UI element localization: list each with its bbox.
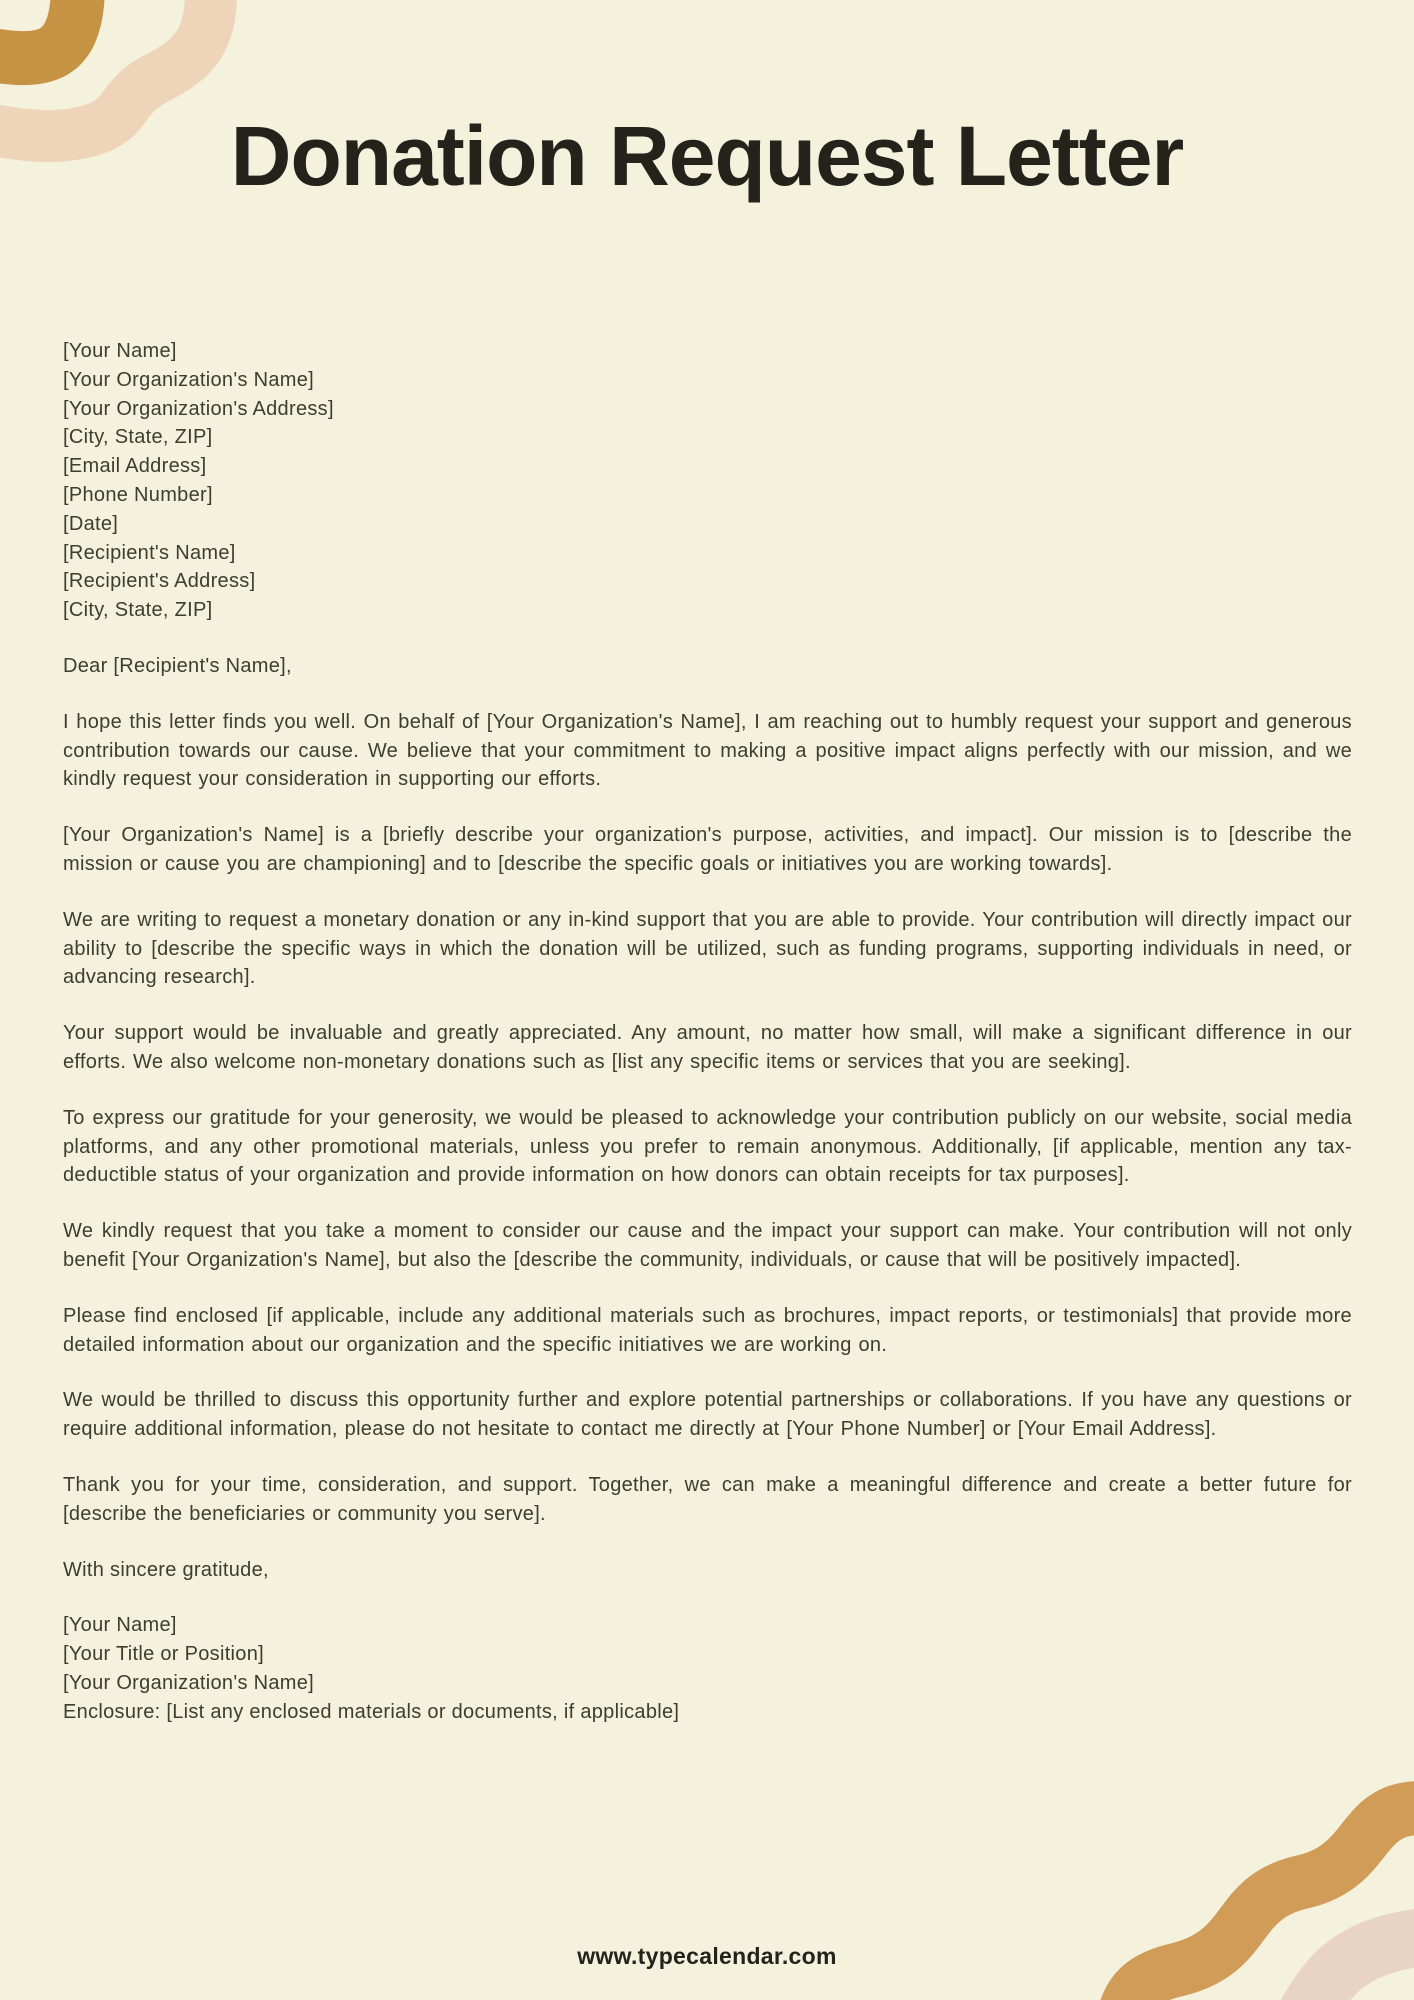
signature-line: [Your Title or Position]	[63, 1643, 265, 1666]
signature-block	[63, 1611, 1352, 1726]
letter-paragraph: Thank you for your time, consideration, and support. Together, we can make a meaningful difference and create a better future for [describe the beneficiaries or community you serve].	[63, 1473, 1352, 1525]
address-line: [Recipient's Name]	[63, 541, 236, 564]
address-line: [Your Organization's Name]	[63, 368, 315, 391]
footer-website: www.typecalendar.com	[577, 1943, 837, 1969]
address-line: [Recipient's Address]	[63, 570, 256, 593]
address-line: [Phone Number]	[63, 483, 213, 506]
address-line: [Your Organization's Address]	[63, 397, 334, 420]
address-line: [Email Address]	[63, 455, 207, 478]
address-line: [Date]	[63, 512, 119, 535]
address-line: [City, State, ZIP]	[63, 426, 213, 449]
sender-recipient-block	[63, 337, 1352, 625]
letter-paragraph: Please find enclosed [if applicable, include any additional materials such as brochures, impact reports, or testimonials] that provide more detailed information about our organization and the specific initiatives we are working on.	[63, 1304, 1352, 1356]
wave-camel-top-left	[0, 0, 78, 58]
letter-paragraph: To express our gratitude for your generosity, we would be pleased to acknowledge your contribution publicly on our website, social media platforms, and any other promotional materials, unless you prefer to remain anonymous. Additionally, [if applicable, mention any tax-deductible status of your organization and provide information on how donors can obtain receipts for tax purposes].	[63, 1106, 1352, 1187]
closing-line: With sincere gratitude,	[63, 1558, 269, 1581]
letter-paragraph: I hope this letter finds you well. On behalf of [Your Organization's Name], I am reaching out to humbly request your support and generous contribution towards our cause. We believe that your commitment to making a positive impact aligns perfectly with our mission, and we kindly request your consideration in supporting our efforts.	[63, 710, 1352, 791]
signature-line: [Your Organization's Name]	[63, 1671, 315, 1694]
address-line: [City, State, ZIP]	[63, 599, 213, 622]
address-line: [Your Name]	[63, 340, 177, 362]
enclosure-line: Enclosure: [List any enclosed materials or documents, if applicable]	[63, 1700, 680, 1723]
letter-paragraph: Your support would be invaluable and greatly appreciated. Any amount, no matter how small, will make a significant difference in our efforts. We also welcome non-monetary donations such as [list any specific items or services that you are seeking].	[63, 1022, 1352, 1073]
letter-paragraph: We kindly request that you take a moment to consider our cause and the impact your support can make. Your contribution will not only benefit [Your Organization's Name], but also the [describe the community, individuals, or cause that will be positively impacted].	[63, 1220, 1352, 1271]
letter-body	[63, 337, 1352, 1753]
signature-line: [Your Name]	[63, 1614, 177, 1637]
wave-camel-bottom-right	[1119, 1808, 1414, 2000]
letter-paragraph: We are writing to request a monetary donation or any in-kind support that you are able to provide. Your contribution will directly impact our ability to [describe the specific ways in which the donation will be utilized, such as funding programs, supporting individuals in need, or advancing research].	[63, 908, 1352, 989]
letter-paragraph: [Your Organization's Name] is a [briefly describe your organization's purpose, activities, and impact]. Our mission is to [describe the mission or cause you are championing] and to [describe the specific goals or initiatives you are working towards].	[63, 824, 1352, 875]
salutation: Dear [Recipient's Name],	[63, 654, 292, 677]
letter-paragraph: We would be thrilled to discuss this opportunity further and explore potential partnerships or collaborations. If you have any questions or require additional information, please do not hesitate to contact me directly at [Your Phone Number] or [Your Email Address].	[63, 1389, 1352, 1441]
page-title: Donation Request Letter	[230, 109, 1184, 203]
